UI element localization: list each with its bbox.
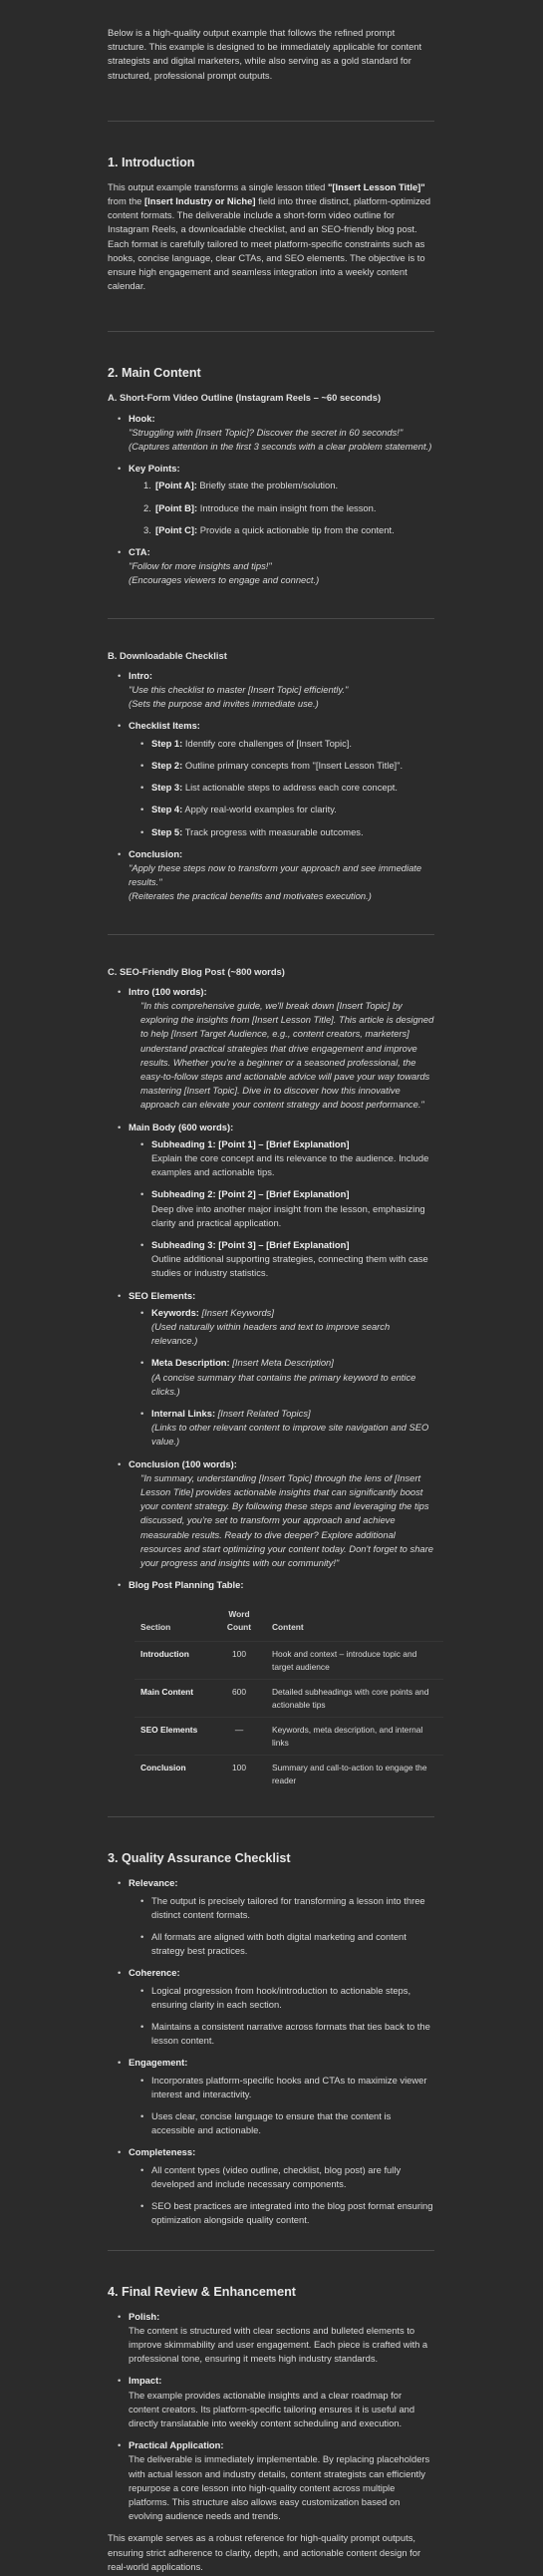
final-item-text: The example provides actionable insights and a clear roadmap for content creators. Its platform-specific tailoring ensures it is useful and directly translatable into weekly content scheduling and execution. xyxy=(129,2389,415,2428)
divider xyxy=(108,1816,434,1817)
step-text: List actionable steps to address each core concept. xyxy=(182,782,399,794)
qa-group xyxy=(119,2145,434,2227)
checklist-list xyxy=(108,669,434,904)
table-cell: Summary and call-to-action to engage the reader xyxy=(266,1756,443,1793)
qa-items xyxy=(129,2163,434,2228)
qa-group-label: • Relevance: xyxy=(129,1877,178,1889)
seo-item-note: (A concise summary that contains the primary keyword to entice clicks.) xyxy=(151,1371,416,1397)
key-point-item xyxy=(145,501,434,515)
text-run: field into three distinct, platform-optimized content formats. The deliverable include a short-form video outline for Instagram Reels, a downloadable checklist, and an SEO-friendly blog post. Each format is carefully tailored to meet platform-specific constraints such as hooks, concise language, clear CTAs, and SEO elements. The objective is to ensure high engagement and seamless integration into a weekly content calendar. xyxy=(108,195,431,292)
qa-group xyxy=(119,2056,434,2137)
checklist-intro-label: • Intro: xyxy=(129,669,152,681)
divider xyxy=(108,331,434,332)
checklist-steps xyxy=(129,737,434,839)
table-row xyxy=(135,1642,443,1680)
list-item xyxy=(119,545,434,588)
table-row xyxy=(135,1680,443,1718)
closing-paragraph: This example serves as a robust reference for high-quality prompt outputs, ensuring strict adherence to clarity, depth, and actionable content design for real-world applications. xyxy=(108,2532,421,2572)
lesson-title-placeholder: "[Insert Lesson Title]" xyxy=(327,180,425,192)
blog-subheadings xyxy=(129,1137,434,1281)
final-item-label: • Polish: xyxy=(129,2310,160,2322)
text-run: from the xyxy=(108,195,144,207)
subheading-item xyxy=(141,1187,434,1230)
final-item-label: • Practical Application: xyxy=(129,2439,224,2451)
subsection-title-blog-post: C. SEO-Friendly Blog Post (~800 words) xyxy=(108,965,285,977)
qa-item: • All content types (video outline, checklist, blog post) are fully developed and include necessary components. xyxy=(141,2163,434,2191)
checklist-step xyxy=(141,781,434,795)
seo-item-label: Internal Links: xyxy=(151,1408,216,1419)
checklist-intro-note: (Sets the purpose and invites immediate use.) xyxy=(129,698,319,710)
list-item xyxy=(119,1289,434,1449)
video-outline-list xyxy=(108,412,434,588)
step-text: Outline primary concepts from "[Insert Lesson Title]". xyxy=(182,759,404,771)
table-cell: Conclusion xyxy=(135,1756,212,1793)
step-text: Identify core challenges of [Insert Topic]. xyxy=(182,737,352,749)
qa-group-label: • Completeness: xyxy=(129,2146,196,2158)
cta-label: • CTA: xyxy=(129,546,150,558)
list-item xyxy=(119,1121,434,1281)
step-label: Step 5: xyxy=(151,825,183,837)
final-item-label: • Impact: xyxy=(129,2375,162,2387)
section-title-main-content: 2. Main Content xyxy=(108,366,201,381)
checklist-conclusion-label: • Conclusion: xyxy=(129,847,183,859)
table-header: Word Count xyxy=(226,1609,252,1632)
qa-group-label: • Engagement: xyxy=(129,2057,188,2069)
qa-group xyxy=(119,1966,434,2048)
item-label: [Point C]: xyxy=(155,523,198,535)
key-points-label: • Key Points: xyxy=(129,463,180,475)
list-item xyxy=(119,669,434,712)
seo-elements-list xyxy=(129,1306,434,1449)
table-header: Section xyxy=(140,1621,171,1632)
step-text: Track progress with measurable outcomes. xyxy=(182,825,364,837)
seo-item xyxy=(141,1306,434,1349)
item-label: [Point A]: xyxy=(155,480,197,491)
item-label: [Point B]: xyxy=(155,501,198,513)
hook-label: • Hook: xyxy=(129,412,155,424)
step-label: Step 2: xyxy=(151,759,183,771)
final-review-list xyxy=(108,2310,434,2524)
blog-intro-label: • Intro (100 words): xyxy=(129,985,207,997)
cta-note: (Encourages viewers to engage and connect.) xyxy=(129,574,320,586)
seo-item-note: (Used naturally within headers and text to improve search relevance.) xyxy=(151,1320,391,1347)
checklist-items-label: • Checklist Items: xyxy=(129,720,200,732)
section-title-introduction: 1. Introduction xyxy=(108,155,195,169)
text-run: This output example transforms a single lesson titled xyxy=(108,180,328,192)
subsection-title-video-outline: A. Short-Form Video Outline (Instagram Reels – ~60 seconds) xyxy=(108,392,382,404)
checklist-conclusion-quote: "Apply these steps now to transform your approach and see immediate results." xyxy=(129,861,422,888)
key-point-item xyxy=(145,479,434,492)
seo-elements-label: • SEO Elements: xyxy=(129,1289,196,1301)
checklist-step xyxy=(141,737,434,751)
subheading-title: • Subheading 3: [Point 3] – [Brief Explanation] xyxy=(151,1238,350,1250)
hook-note: (Captures attention in the first 3 seconds with a clear problem statement.) xyxy=(129,441,432,453)
qa-item: • Incorporates platform-specific hooks and CTAs to maximize viewer interest and interactivity. xyxy=(141,2074,434,2101)
divider xyxy=(108,121,434,122)
item-number: 1. xyxy=(143,480,151,491)
table-cell: 100 xyxy=(212,1756,266,1793)
blog-intro-text: "In this comprehensive guide, we'll break down [Insert Topic] by exploring the insights from [Insert Lesson Title]. This article is designed to help [Insert Target Audience, e.g., content creators, marketers] understand practical strategies that drive engagement and improve results. Whether you're a beginner or a seasoned professional, the easy-to-follow steps and actionable advice will pave your way towards mastering [Insert Topic]. Dive in to discover how this innovative approach can elevate your content strategy and boost performance." xyxy=(140,999,434,1111)
seo-item xyxy=(141,1356,434,1399)
final-item-text: The deliverable is immediately implementable. By replacing placeholders with actual lesson and industry details, content strategists can efficiently repurpose a core lesson into high-quality content across multiple platforms. This structure also allows easy customization based on evolving audience needs and trends. xyxy=(129,2453,430,2522)
blog-post-list xyxy=(108,985,434,1793)
planning-table-label: • Blog Post Planning Table: xyxy=(129,1579,244,1591)
divider xyxy=(108,2250,434,2251)
qa-items xyxy=(129,2074,434,2138)
qa-item: • Uses clear, concise language to ensure that the content is accessible and actionable. xyxy=(141,2109,434,2137)
step-text: Apply real-world examples for clarity. xyxy=(182,804,337,815)
item-text: Briefly state the problem/solution. xyxy=(196,480,339,491)
table-cell: Hook and context – introduce topic and target audience xyxy=(266,1642,443,1680)
section-title-quality-assurance: 3. Quality Assurance Checklist xyxy=(108,1851,291,1866)
checklist-intro-quote: "Use this checklist to master [Insert Topic] efficiently." xyxy=(129,684,349,696)
list-item xyxy=(119,719,434,838)
list-item xyxy=(119,1457,434,1571)
qa-item: • SEO best practices are integrated into the blog post format ensuring optimization alongside quality content. xyxy=(141,2199,434,2227)
blog-conclusion-label: • Conclusion (100 words): xyxy=(129,1457,237,1469)
qa-item: • The output is precisely tailored for transforming a lesson into three distinct content formats. xyxy=(141,1894,434,1922)
planning-table xyxy=(135,1600,443,1792)
key-points-list xyxy=(129,479,434,537)
seo-item-label: Meta Description: xyxy=(151,1357,230,1369)
final-review-item xyxy=(119,2438,434,2523)
table-cell: Detailed subheadings with core points and actionable tips xyxy=(266,1680,443,1718)
table-cell: 600 xyxy=(212,1680,266,1718)
checklist-conclusion-note: (Reiterates the practical benefits and motivates execution.) xyxy=(129,890,372,902)
subheading-item xyxy=(141,1238,434,1281)
qa-list xyxy=(108,1876,434,2227)
subheading-title: • Subheading 1: [Point 1] – [Brief Explanation] xyxy=(151,1137,350,1149)
item-text: Provide a quick actionable tip from the content. xyxy=(197,523,395,535)
subheading-text: Explain the core concept and its relevance to the audience. Include examples and actionable tips. xyxy=(151,1151,429,1178)
key-point-item xyxy=(145,523,434,537)
industry-placeholder: [Insert Industry or Niche] xyxy=(144,195,256,207)
qa-item: • All formats are aligned with both digital marketing and content strategy best practices. xyxy=(141,1930,434,1958)
seo-item-label: Keywords: xyxy=(151,1306,199,1318)
final-item-text: The content is structured with clear sections and bulleted elements to improve skimmability and user engagement. Each piece is crafted with a professional tone, ensuring it meets high industry standards. xyxy=(129,2324,428,2365)
qa-items xyxy=(129,1984,434,2049)
list-item xyxy=(119,462,434,537)
introduction-paragraph xyxy=(108,180,434,294)
qa-items xyxy=(129,1894,434,1959)
seo-item-value: [Insert Related Topics] xyxy=(215,1408,311,1419)
seo-item-value: [Insert Keywords] xyxy=(198,1306,274,1318)
intro-paragraph: Below is a high-quality output example that follows the refined prompt structure. This example is designed to be immediately applicable for content strategists and digital marketers, while also serving as a gold standard for structured, professional prompt outputs. xyxy=(108,27,422,81)
step-label: Step 3: xyxy=(151,782,183,794)
seo-item-value: [Insert Meta Description] xyxy=(229,1357,334,1369)
table-cell: Main Content xyxy=(135,1680,212,1718)
item-number: 3. xyxy=(143,523,151,535)
checklist-step xyxy=(141,759,434,773)
step-label: Step 4: xyxy=(151,804,183,815)
subheading-text: Deep dive into another major insight from the lesson, emphasizing clarity and practical application. xyxy=(151,1202,425,1228)
blog-conclusion-text: "In summary, understanding [Insert Topic] through the lens of [Insert Lesson Title] provides actionable insights that can significantly boost your content strategy. By following these steps and leveraging the tips discussed, you're set to transform your approach and achieve measurable results. Ready to dive deeper? Explore additional resources and start optimizing your content today. Don't forget to share your progress and insights with our community!" xyxy=(140,1471,433,1569)
checklist-step xyxy=(141,825,434,839)
hook-quote: "Struggling with [Insert Topic]? Discover the secret in 60 seconds!" xyxy=(129,426,404,438)
item-number: 2. xyxy=(143,501,151,513)
final-review-item xyxy=(119,2374,434,2430)
table-row xyxy=(135,1718,443,1756)
qa-item: • Logical progression from hook/introduction to actionable steps, ensuring clarity in each section. xyxy=(141,1984,434,2012)
table-cell: SEO Elements xyxy=(135,1718,212,1756)
list-item xyxy=(119,985,434,1113)
qa-group xyxy=(119,1876,434,1958)
checklist-step xyxy=(141,803,434,816)
qa-group-label: • Coherence: xyxy=(129,1967,180,1979)
table-cell: Keywords, meta description, and internal links xyxy=(266,1718,443,1756)
list-item xyxy=(119,412,434,455)
section-title-final-review: 4. Final Review & Enhancement xyxy=(108,2284,296,2299)
subheading-text: Outline additional supporting strategies, connecting them with case studies or industry statistics. xyxy=(151,1253,428,1279)
subheading-item xyxy=(141,1137,434,1180)
table-cell: 100 xyxy=(212,1642,266,1680)
step-label: Step 1: xyxy=(151,737,183,749)
blog-body-label: • Main Body (600 words): xyxy=(129,1121,234,1132)
table-header-row xyxy=(135,1600,443,1642)
table-header: Content xyxy=(272,1621,304,1632)
final-review-item xyxy=(119,2310,434,2367)
seo-item-note: (Links to other relevant content to improve site navigation and SEO value.) xyxy=(151,1422,429,1448)
cta-quote: "Follow for more insights and tips!" xyxy=(129,560,272,572)
list-item xyxy=(119,1578,434,1792)
table-row xyxy=(135,1756,443,1793)
table-cell: — xyxy=(212,1718,266,1756)
subsection-title-checklist: B. Downloadable Checklist xyxy=(108,649,227,661)
qa-item: • Maintains a consistent narrative across formats that ties back to the lesson content. xyxy=(141,2020,434,2048)
item-text: Introduce the main insight from the lesson. xyxy=(197,501,377,513)
list-item xyxy=(119,847,434,904)
table-cell: Introduction xyxy=(135,1642,212,1680)
seo-item xyxy=(141,1407,434,1449)
subheading-title: • Subheading 2: [Point 2] – [Brief Explanation] xyxy=(151,1188,350,1200)
